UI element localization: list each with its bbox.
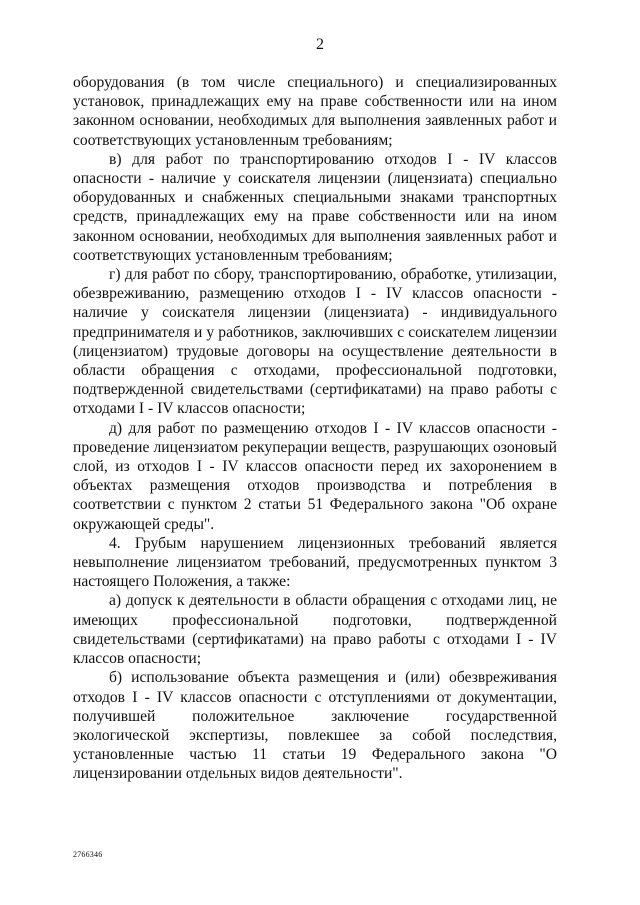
paragraph-item-a: а) допуск к деятельности в области обращения с отходами лиц, не имеющих профессиональной подготовки, подтвержденной свидетельствами (сертификатами) на право работы с отходами I - IV классов опасности; <box>73 592 557 668</box>
paragraph-continuation: оборудования (в том числе специального) и специализированных установок, принадлежащих ему на праве собственности или на ином законном основании, необходимых для выполнения заявленных работ и соответствующих установленным требованиям; <box>73 74 557 149</box>
paragraph-item-d: д) для работ по размещению отходов I - IV классов опасности - проведение лицензиатом рекуперации веществ, разрушающих озоновый слой, из отходов I - IV классов опасности перед их захоронением в объектах размещения отходов производства и потребления в соответствии с пунктом 2 статьи 51 Федерального закона "Об охране окружающей среды". <box>73 419 557 533</box>
document-body <box>73 73 557 784</box>
document-code: 2766346 <box>73 850 103 859</box>
paragraph-item-b: б) использование объекта размещения и (или) обезвреживания отходов I - IV классов опасности с отступлениями от документации, получившей положительное заключение государственной экологической экспертизы, повлекшее за собой последствия, установленные частью 11 статьи 19 Федерального закона "О лицензировании отдельных видов деятельности". <box>73 669 557 783</box>
paragraph-point-4: 4. Грубым нарушением лицензионных требований является невыполнение лицензиатом требований, предусмотренных пунктом 3 настоящего Положения, а также: <box>73 534 557 591</box>
paragraph-item-v: в) для работ по транспортированию отходов I - IV классов опасности - наличие у соискателя лицензии (лицензиата) специально оборудованных и снабженных специальными знаками транспортных средств, принадлежащих ему на праве собственности или на ином законном основании, необходимых для выполнения заявленных работ и соответствующих установленным требованиям; <box>73 150 557 264</box>
page-number: 2 <box>316 36 324 53</box>
paragraph-item-g: г) для работ по сбору, транспортированию, обработке, утилизации, обезвреживанию, размещению отходов I - IV классов опасности - наличие у соискателя лицензии (лицензиата) - индивидуального предпринимателя и у работников, заключивших с соискателем лицензии (лицензиатом) трудовые договоры на осуществление деятельности в области обращения с отходами, профессиональной подготовки, подтвержденной свидетельствами (сертификатами) на право работы с отходами I - IV классов опасности; <box>73 266 557 418</box>
